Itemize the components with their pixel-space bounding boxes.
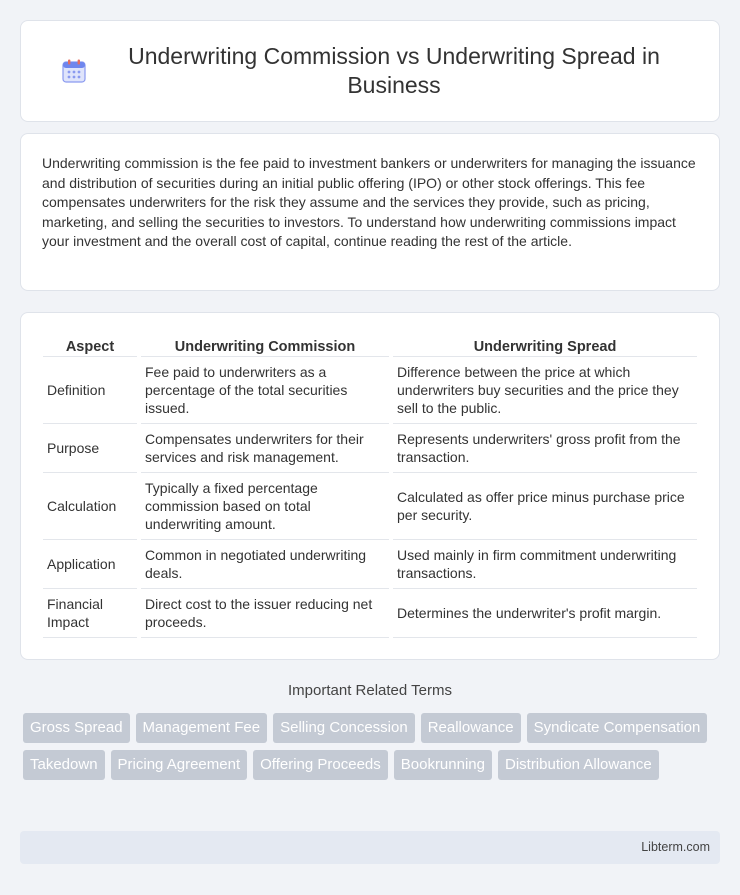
row-commission: Direct cost to the issuer reducing net proceeds. [141,589,389,638]
row-aspect: Purpose [43,424,137,473]
page-title: Underwriting Commission vs Underwriting Spread in Business [128,43,660,98]
table-row [43,357,697,424]
row-commission: Compensates underwriters for their services and risk management. [141,424,389,473]
row-aspect: Application [43,540,137,589]
comparison-table [39,333,701,638]
table-row [43,540,697,589]
tag-management-fee[interactable]: Management Fee [136,713,268,743]
intro-paragraph: Underwriting commission is the fee paid to investment bankers or underwriters for managing the issuance and distribution of securities during an initial public offering (IPO) or other stock offerings. This fee compensates underwriters for the risk they assume and the services they provide, such as pricing, marketing, and selling the securities to investors. To understand how underwriting commissions impact your investment and the overall cost of capital, continue reading the rest of the article. [42,155,696,250]
tag-distribution-allowance[interactable]: Distribution Allowance [498,750,659,780]
header-spread: Underwriting Spread [393,333,697,357]
row-aspect: Calculation [43,473,137,540]
tag-reallowance[interactable]: Reallowance [421,713,521,743]
tag-offering-proceeds[interactable]: Offering Proceeds [253,750,388,780]
related-terms-list [23,713,723,780]
row-commission: Fee paid to underwriters as a percentage of the total securities issued. [141,357,389,424]
tag-gross-spread[interactable]: Gross Spread [23,713,130,743]
comparison-card [20,312,720,660]
header-commission: Underwriting Commission [141,333,389,357]
calendar-icon [61,58,87,84]
row-spread: Determines the underwriter's profit margin. [393,589,697,638]
tag-bookrunning[interactable]: Bookrunning [394,750,492,780]
header-aspect: Aspect [43,333,137,357]
tag-selling-concession[interactable]: Selling Concession [273,713,415,743]
row-spread: Used mainly in firm commitment underwriting transactions. [393,540,697,589]
tag-pricing-agreement[interactable]: Pricing Agreement [111,750,248,780]
table-row [43,589,697,638]
row-aspect: Financial Impact [43,589,137,638]
table-row [43,424,697,473]
row-commission: Typically a fixed percentage commission based on total underwriting amount. [141,473,389,540]
related-terms-title: Important Related Terms [288,682,452,699]
footer [20,831,720,864]
intro-card [20,133,720,291]
table-row [43,473,697,540]
row-commission: Common in negotiated underwriting deals. [141,540,389,589]
row-spread: Difference between the price at which underwriters buy securities and the price they sell to the public. [393,357,697,424]
row-spread: Represents underwriters' gross profit from the transaction. [393,424,697,473]
footer-site-link[interactable]: Libterm.com [641,840,710,854]
tag-syndicate-compensation[interactable]: Syndicate Compensation [527,713,708,743]
row-aspect: Definition [43,357,137,424]
row-spread: Calculated as offer price minus purchase price per security. [393,473,697,540]
tag-takedown[interactable]: Takedown [23,750,105,780]
header-card [20,20,720,122]
table-header-row [43,333,697,357]
